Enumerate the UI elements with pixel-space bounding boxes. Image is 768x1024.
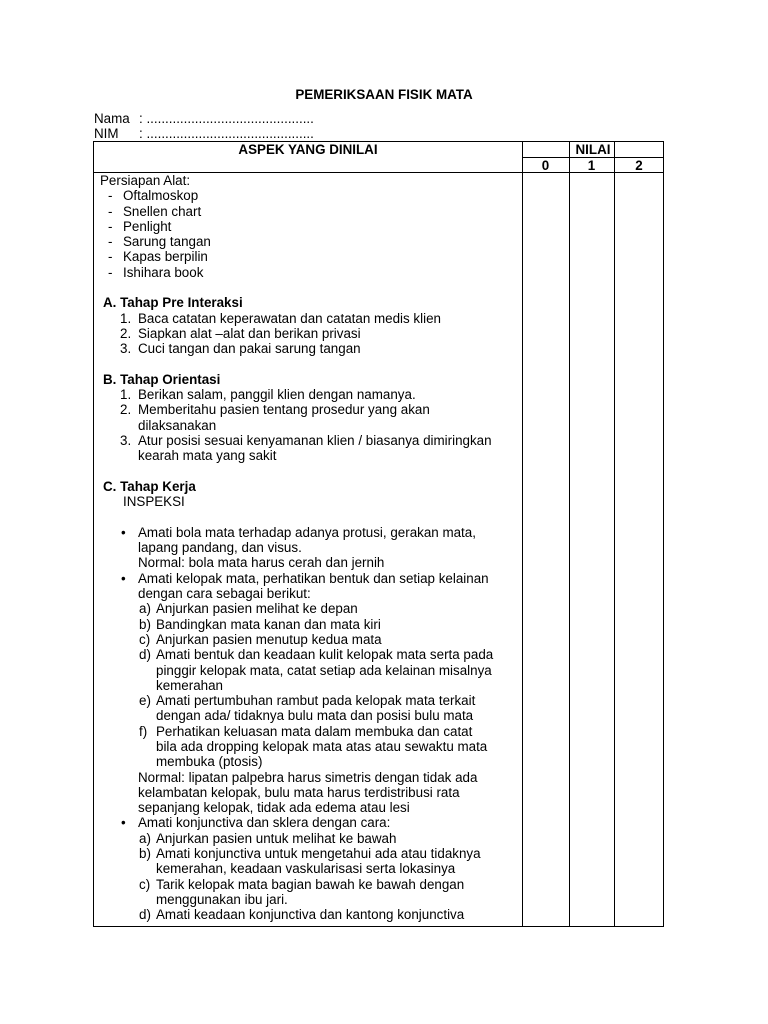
list-item: [100, 525, 520, 540]
list-marker: 3.: [120, 341, 132, 357]
item-text: bila ada dropping kelopak mata atas atau sewaktu mata: [156, 738, 488, 754]
list-item: [100, 173, 520, 188]
list-marker: •: [121, 570, 126, 586]
list-marker: 1.: [120, 387, 132, 403]
item-text: Anjurkan pasien menutup kedua mata: [156, 631, 382, 647]
list-item: [100, 831, 520, 846]
list-marker: -: [108, 218, 113, 234]
list-item: [100, 387, 520, 402]
list-item: [100, 617, 520, 632]
list-item: [100, 601, 520, 616]
list-item: [100, 219, 520, 234]
list-marker: c): [139, 631, 151, 647]
list-item: [100, 341, 520, 356]
item-text: A. Tahap Pre Interaksi: [103, 295, 243, 311]
list-item: [100, 265, 520, 280]
score-header: NILAI: [575, 142, 611, 157]
list-marker: a): [139, 830, 151, 846]
list-marker: 2.: [120, 402, 132, 418]
list-item: [100, 815, 520, 830]
list-item: [100, 234, 520, 249]
item-text: menggunakan ibu jari.: [156, 891, 288, 907]
list-item: [100, 433, 520, 448]
list-item: [100, 494, 520, 509]
list-marker: -: [108, 234, 113, 250]
list-item: [100, 402, 520, 417]
list-marker: b): [139, 846, 151, 862]
list-item: [100, 708, 520, 723]
list-marker: c): [139, 876, 151, 892]
list-item: [100, 892, 520, 907]
item-text: Bandingkan mata kanan dan mata kiri: [156, 616, 381, 632]
list-item: [100, 249, 520, 264]
list-item: [100, 678, 520, 693]
list-marker: •: [121, 815, 126, 831]
name-label: Nama: [94, 111, 130, 126]
list-item: [100, 555, 520, 570]
list-item: [100, 724, 520, 739]
list-item: [100, 877, 520, 892]
score-column-0: 0: [541, 158, 550, 173]
spacer: [100, 510, 520, 525]
table-divider-aspect: [522, 142, 523, 926]
aspect-content: [100, 173, 520, 923]
list-item: [100, 907, 520, 922]
spacer: [100, 464, 520, 479]
list-marker: a): [139, 601, 151, 617]
list-item: [100, 571, 520, 586]
item-text: Sarung tangan: [123, 234, 211, 250]
list-marker: •: [121, 524, 126, 540]
list-item: [100, 204, 520, 219]
nim-label: NIM: [94, 126, 119, 141]
item-text: Snellen chart: [123, 203, 202, 219]
table-divider-col1: [569, 142, 570, 926]
list-item: [100, 785, 520, 800]
page-title: PEMERIKSAAN FISIK MATA: [295, 87, 473, 102]
item-text: Ishihara book: [123, 264, 204, 280]
list-marker: e): [139, 693, 151, 709]
item-text: Amati konjunctiva dan sklera dengan cara:: [138, 815, 391, 831]
spacer: [100, 357, 520, 372]
item-text: dengan cara sebagai berikut:: [138, 586, 311, 602]
list-item: [100, 448, 520, 463]
list-item: [100, 540, 520, 555]
spacer: [100, 280, 520, 295]
item-text: kemerahan: [156, 677, 223, 693]
table-divider-col2: [614, 142, 615, 926]
item-text: Normal: lipatan palpebra harus simetris dengan tidak ada: [138, 769, 478, 785]
item-text: Oftalmoskop: [123, 188, 199, 204]
section-heading: [100, 372, 520, 387]
item-text: Atur posisi sesuai kenyamanan klien / biasanya dimiringkan: [138, 433, 492, 449]
item-text: Anjurkan pasien melihat ke depan: [156, 601, 358, 617]
item-text: membuka (ptosis): [156, 754, 263, 770]
item-text: Amati bola mata terhadap adanya protusi, gerakan mata,: [138, 524, 476, 540]
item-text: Amati keadaan konjunctiva dan kantong konjunctiva: [156, 907, 465, 923]
list-item: [100, 188, 520, 203]
score-column-2: 2: [635, 158, 643, 173]
list-marker: d): [139, 907, 151, 923]
item-text: Amati kelopak mata, perhatikan bentuk dan setiap kelainan: [138, 570, 489, 586]
list-item: [100, 693, 520, 708]
item-text: Penlight: [123, 218, 172, 234]
list-marker: 1.: [120, 310, 132, 326]
list-item: [100, 632, 520, 647]
item-text: C. Tahap Kerja: [103, 478, 196, 494]
nim-value: : .............................................: [139, 126, 314, 141]
list-marker: f): [139, 723, 148, 739]
item-text: Persiapan Alat:: [100, 173, 191, 188]
list-item: [100, 770, 520, 785]
item-text: Baca catatan keperawatan dan catatan medis klien: [138, 310, 441, 326]
item-text: Amati bentuk dan keadaan kulit kelopak mata serta pada: [156, 647, 494, 663]
aspect-header: ASPEK YANG DINILAI: [238, 142, 378, 157]
section-heading: [100, 295, 520, 310]
item-text: kemerahan, keadaan vaskularisasi serta lokasinya: [156, 861, 456, 877]
item-text: pinggir kelopak mata, catat setiap ada kelainan misalnya: [156, 662, 492, 678]
item-text: lapang pandang, dan visus.: [138, 540, 302, 556]
list-marker: -: [108, 264, 113, 280]
name-value: : .............................................: [139, 111, 314, 126]
list-marker: -: [108, 203, 113, 219]
item-text: kelambatan kelopak, bulu mata harus terdistribusi rata: [138, 784, 460, 800]
list-marker: -: [108, 249, 113, 265]
item-text: INSPEKSI: [123, 494, 185, 510]
item-text: Perhatikan keluasan mata dalam membuka dan catat: [156, 723, 473, 739]
list-marker: 2.: [120, 325, 132, 341]
list-item: [100, 739, 520, 754]
list-item: [100, 861, 520, 876]
list-item: [100, 326, 520, 341]
list-item: [100, 800, 520, 815]
item-text: Tarik kelopak mata bagian bawah ke bawah dengan: [156, 876, 465, 892]
list-marker: -: [108, 188, 113, 204]
list-marker: 3.: [120, 433, 132, 449]
name-field: [94, 111, 314, 126]
item-text: dengan ada/ tidaknya bulu mata dan posisi bulu mata: [156, 708, 474, 724]
item-text: Normal: bola mata harus cerah dan jernih: [138, 555, 385, 571]
item-text: Siapkan alat –alat dan berikan privasi: [138, 325, 361, 341]
list-item: [100, 754, 520, 769]
item-text: sepanjang kelopak, tidak ada edema atau lesi: [138, 800, 410, 816]
item-text: Berikan salam, panggil klien dengan namanya.: [138, 387, 416, 403]
item-text: Kapas berpilin: [123, 249, 208, 265]
list-item: [100, 586, 520, 601]
item-text: dilaksanakan: [138, 417, 217, 433]
list-item: [100, 418, 520, 433]
nim-field: [94, 126, 314, 141]
item-text: Amati pertumbuhan rambut pada kelopak mata terkait: [156, 693, 476, 709]
list-item: [100, 311, 520, 326]
score-column-1: 1: [587, 158, 596, 173]
list-item: [100, 846, 520, 861]
item-text: Anjurkan pasien untuk melihat ke bawah: [156, 830, 397, 846]
section-heading: [100, 479, 520, 494]
item-text: Amati konjunctiva untuk mengetahui ada atau tidaknya: [156, 846, 481, 862]
item-text: kearah mata yang sakit: [138, 448, 277, 464]
list-item: [100, 663, 520, 678]
list-item: [100, 647, 520, 662]
item-text: Memberitahu pasien tentang prosedur yang akan: [138, 402, 430, 418]
list-marker: d): [139, 647, 151, 663]
list-marker: b): [139, 616, 151, 632]
item-text: Cuci tangan dan pakai sarung tangan: [138, 341, 361, 357]
item-text: B. Tahap Orientasi: [103, 371, 221, 387]
